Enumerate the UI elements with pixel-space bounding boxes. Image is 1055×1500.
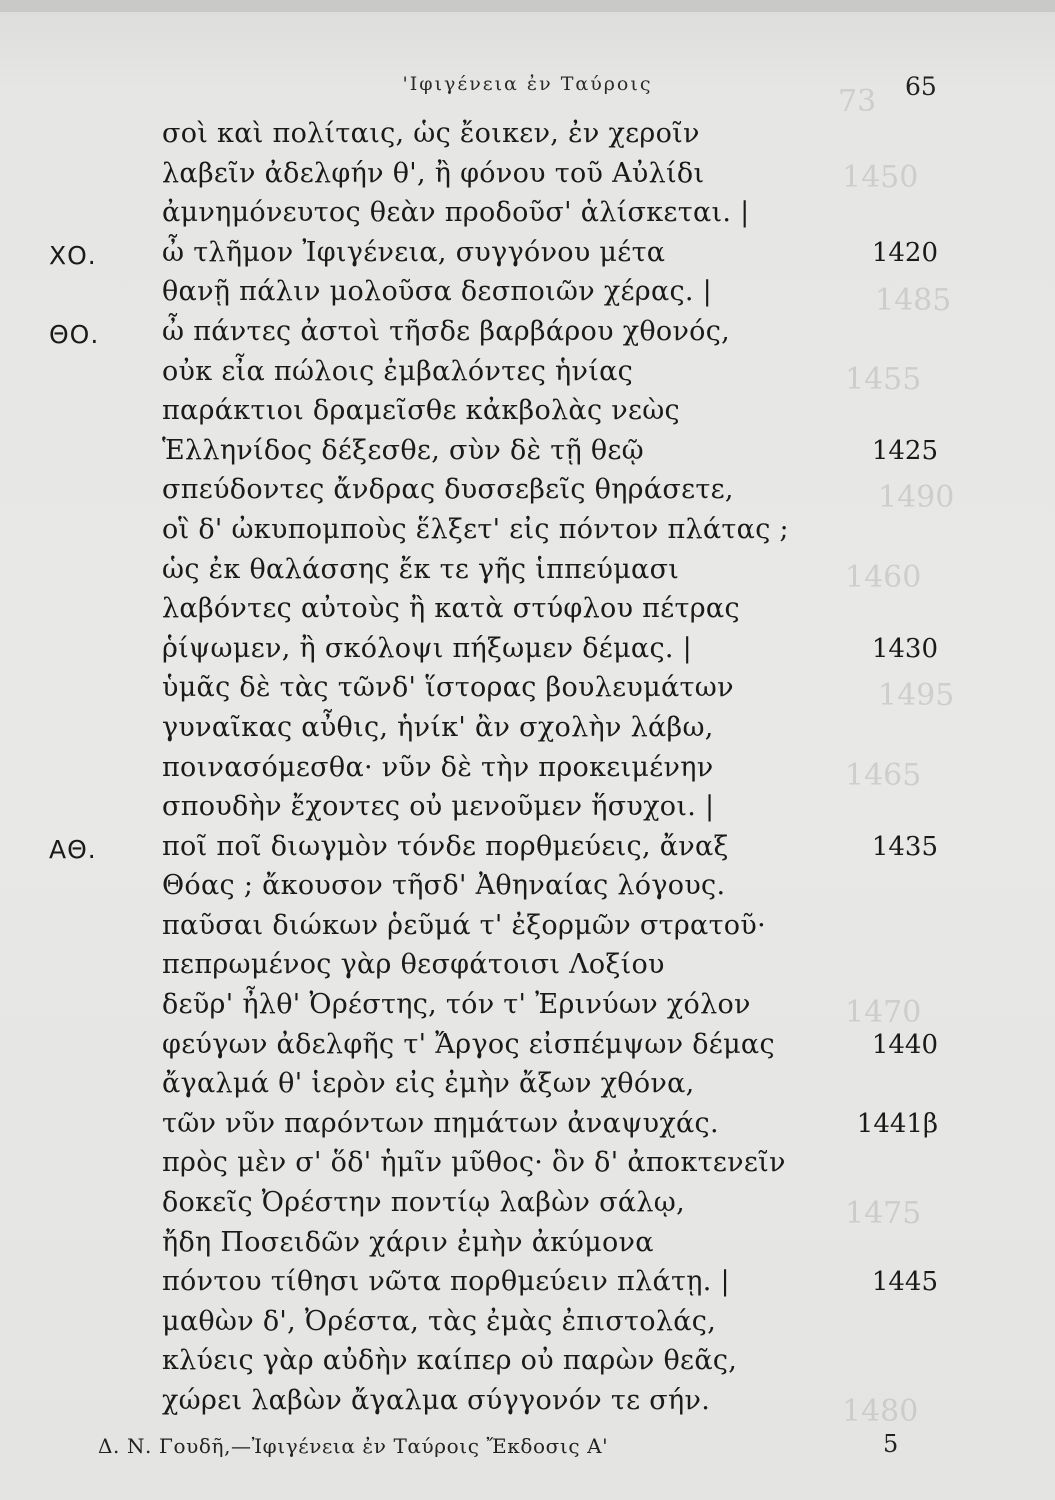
- line-number: 1420: [871, 237, 938, 268]
- verse-text: ποινασόμεσθα· νῦν δὲ τὴν προκειμένην: [162, 751, 714, 783]
- verse-line: [0, 870, 1055, 910]
- running-header-title: 'Ιφιγένεια ἐν Ταύροις: [402, 73, 653, 95]
- verse-line: [0, 435, 1055, 475]
- speaker-label: ΧΟ.: [49, 240, 97, 270]
- verse-line: [0, 158, 1055, 198]
- verse-text: Ἑλληνίδος δέξεσθε, σὺν δὲ τῇ θεῷ: [162, 434, 644, 466]
- verse-line: [0, 593, 1055, 633]
- verse-line: [0, 118, 1055, 158]
- verse-line: [0, 474, 1055, 514]
- verse-text: λαβεῖν ἀδελφήν θ', ἢ φόνου τοῦ Αὐλίδι: [162, 157, 705, 189]
- verse-text: οὐκ εἶα πώλοις ἐμβαλόντες ἡνίας: [162, 355, 634, 387]
- bleed-through-mark: 1465: [845, 758, 922, 793]
- verse-line: [0, 672, 1055, 712]
- verse-text: χώρει λαβὼν ἄγαλμα σύγγονόν τε σήν.: [162, 1385, 711, 1416]
- line-number: 1435: [871, 831, 938, 862]
- verse-line: [0, 1108, 1055, 1148]
- speaker-label: ΑΘ.: [49, 834, 97, 864]
- verse-line: [0, 276, 1055, 316]
- verse-line: [0, 752, 1055, 792]
- verse-text: δεῦρ' ἦλθ' Ὀρέστης, τόν τ' Ἐρινύων χόλον: [162, 989, 751, 1021]
- bleed-through-mark: 1455: [845, 362, 922, 397]
- bleed-through-mark: 73: [838, 84, 877, 119]
- verse-text: πόντου τίθησι νῶτα πορθμεύειν πλάτῃ. |: [162, 1266, 730, 1298]
- verse-line: [0, 395, 1055, 435]
- verse-text: φεύγων ἀδελφῆς τ' Ἄργος εἰσπέμψων δέμας: [162, 1028, 775, 1060]
- verse-line: [0, 1227, 1055, 1267]
- verse-line: [0, 1345, 1055, 1385]
- line-number: 1445: [871, 1267, 938, 1298]
- verse-line: [0, 791, 1055, 831]
- line-number: 1425: [871, 435, 938, 466]
- signature-number: 5: [883, 1430, 899, 1458]
- verse-text: σπουδὴν ἔχοντες οὐ μενοῦμεν ἥσυχοι. |: [162, 791, 715, 823]
- verse-text: σπεύδοντες ἄνδρας δυσσεβεῖς θηράσετε,: [162, 474, 734, 506]
- bleed-through-mark: 1460: [845, 560, 922, 595]
- verse-line: [0, 237, 1055, 277]
- verse-line: [0, 1385, 1055, 1425]
- verse-line: [0, 910, 1055, 950]
- verse-text: ποῖ ποῖ διωγμὸν τόνδε πορθμεύεις, ἄναξ: [162, 830, 729, 862]
- verse-text: παῦσαι διώκων ῥεῦμά τ' ἐξορμῶν στρατοῦ·: [162, 909, 766, 941]
- verse-line: [0, 712, 1055, 752]
- verse-text: θανῇ πάλιν μολοῦσα δεσποιῶν χέρας. |: [162, 276, 713, 308]
- verse-line: [0, 514, 1055, 554]
- verse-text: Θόας ; ἄκουσον τῆσδ' Ἀθηναίας λόγους.: [162, 870, 726, 902]
- verse-text: ἀμνημόνευτος θεὰν προδοῦσ' ἁλίσκεται. |: [162, 197, 750, 229]
- bleed-through-mark: 1490: [878, 480, 955, 515]
- bleed-through-mark: 1480: [842, 1394, 919, 1429]
- verse-line: [0, 554, 1055, 594]
- bleed-through-mark: 1470: [845, 995, 922, 1030]
- verse-text: ἄγαλμά θ' ἱερὸν εἰς ἐμὴν ἄξων χθόνα,: [162, 1068, 695, 1100]
- verse-text-block: [0, 118, 1055, 1425]
- verse-line: [0, 356, 1055, 396]
- verse-line: [0, 316, 1055, 356]
- verse-line: [0, 1068, 1055, 1108]
- verse-text: ὡς ἐκ θαλάσσης ἔκ τε γῆς ἱππεύμασι: [162, 553, 680, 585]
- verse-text: ὦ τλῆμον Ἰφιγένεια, συγγόνου μέτα: [162, 236, 666, 268]
- verse-line: [0, 1306, 1055, 1346]
- bleed-through-mark: 1475: [845, 1196, 922, 1231]
- verse-text: ὑμᾶς δὲ τὰς τῶνδ' ἵστορας βουλευμάτων: [162, 672, 734, 704]
- verse-line: [0, 1266, 1055, 1306]
- verse-text: σοὶ καὶ πολίταις, ὡς ἔοικεν, ἐν χεροῖν: [162, 118, 700, 149]
- footer-imprint: Δ. Ν. Γουδῆ,—Ἰφιγένεια ἐν Ταύροις Ἔκδοσις Α': [98, 1434, 609, 1458]
- verse-text: πρὸς μὲν σ' ὅδ' ἡμῖν μῦθος· ὃν δ' ἀποκτενεῖν: [162, 1147, 786, 1179]
- verse-text: οἳ δ' ὠκυπομποὺς ἕλξετ' εἰς πόντον πλάτας ;: [162, 513, 789, 545]
- verse-line: [0, 1147, 1055, 1187]
- verse-line: [0, 1029, 1055, 1069]
- bleed-through-mark: 1450: [842, 160, 919, 195]
- verse-line: [0, 949, 1055, 989]
- verse-line: [0, 633, 1055, 673]
- verse-text: μαθὼν δ', Ὀρέστα, τὰς ἐμὰς ἐπιστολάς,: [162, 1305, 717, 1337]
- line-number: 1440: [871, 1029, 938, 1060]
- bleed-through-mark: 1495: [878, 678, 955, 713]
- verse-text: κλύεις γὰρ αὐδὴν καίπερ οὐ παρὼν θεᾶς,: [162, 1345, 738, 1377]
- verse-text: δοκεῖς Ὀρέστην ποντίῳ λαβὼν σάλῳ,: [162, 1187, 685, 1219]
- verse-line: [0, 831, 1055, 871]
- verse-line: [0, 197, 1055, 237]
- page-number: 65: [905, 72, 937, 101]
- verse-text: τῶν νῦν παρόντων πημάτων ἀναψυχάς.: [162, 1107, 719, 1139]
- verse-line: [0, 1187, 1055, 1227]
- verse-line: [0, 989, 1055, 1029]
- line-number: 1441β: [856, 1108, 938, 1139]
- verse-text: λαβόντες αὐτοὺς ἢ κατὰ στύφλου πέτρας: [162, 593, 740, 625]
- verse-text: ῥίψωμεν, ἢ σκόλοψι πήξωμεν δέμας. |: [162, 632, 693, 664]
- verse-text: ὦ πάντες ἀστοὶ τῆσδε βαρβάρου χθονός,: [162, 315, 731, 347]
- bleed-through-mark: 1485: [875, 283, 952, 318]
- speaker-label: ΘΟ.: [49, 319, 100, 349]
- verse-text: γυναῖκας αὖθις, ἡνίκ' ἂν σχολὴν λάβω,: [162, 711, 714, 743]
- verse-text: ἤδη Ποσειδῶν χάριν ἐμὴν ἀκύμονα: [162, 1226, 654, 1258]
- line-number: 1430: [871, 633, 938, 664]
- verse-text: παράκτιοι δραμεῖσθε κἀκβολὰς νεὼς: [162, 395, 680, 427]
- verse-text: πεπρωμένος γὰρ θεσφάτοισι Λοξίου: [162, 949, 665, 981]
- page-top-edge: [0, 0, 1055, 12]
